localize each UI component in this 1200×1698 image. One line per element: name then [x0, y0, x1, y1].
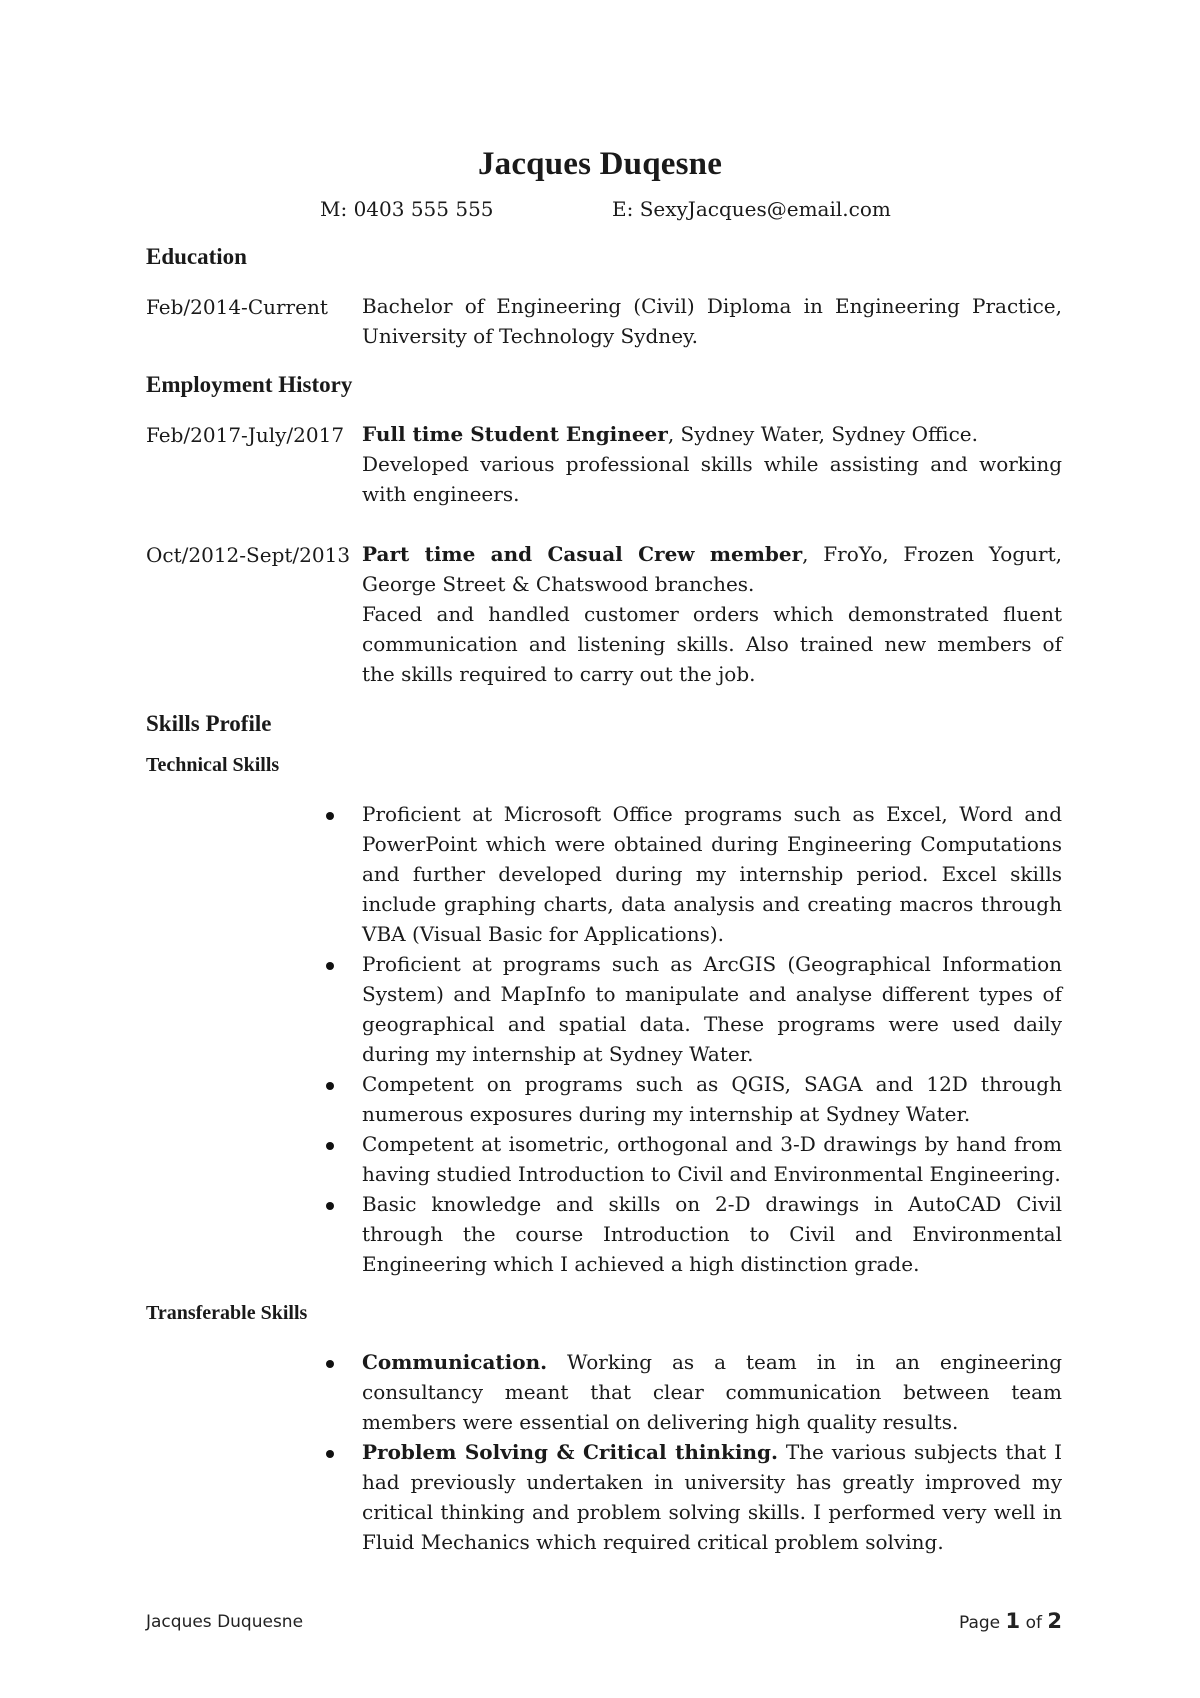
email-address: E: SexyJacques@email.com [612, 197, 891, 221]
list-item [322, 1347, 1062, 1437]
list-item [322, 1189, 1062, 1279]
skills-heading: Skills Profile [146, 711, 272, 736]
skill-text: Basic knowledge and skills on 2-D drawings in AutoCAD Civil through the course Introduction to Civil and Environmental Engineering which I achieved a high distinction grade. [362, 1192, 1062, 1276]
of-label: of [1025, 1613, 1042, 1633]
page-number [959, 1609, 1062, 1633]
skill-title: Problem Solving & Critical thinking. [362, 1440, 778, 1464]
technical-skills-list [322, 799, 1062, 1279]
job-description: Faced and handled customer orders which demonstrated fluent communication and listening skills. Also trained new members of the skills required to carry out the job. [362, 602, 1062, 686]
bullet-icon [326, 1202, 334, 1210]
bullet-icon [326, 1142, 334, 1150]
employment-title-line [362, 419, 1062, 449]
phone-number: M: 0403 555 555 [320, 197, 494, 221]
employment-heading: Employment History [146, 372, 353, 397]
skill-text: Working as a team in in an engineering consultancy meant that clear communication between team members were essential on delivering high quality results. [362, 1350, 1062, 1434]
total-pages: 2 [1047, 1609, 1062, 1633]
skill-text: Competent on programs such as QGIS, SAGA and 12D through numerous exposures during my internship at Sydney Water. [362, 1072, 1062, 1126]
skill-text: The various subjects that I had previously undertaken in university has greatly improved my critical thinking and problem solving skills. I performed very well in Fluid Mechanics which required critical problem solving. [362, 1440, 1062, 1554]
transferable-skills-list [322, 1347, 1062, 1557]
list-item [322, 1069, 1062, 1129]
candidate-name: Jacques Duqesne [477, 146, 723, 182]
employment-title-line [362, 539, 1062, 599]
page-label: Page [958, 1613, 1001, 1633]
bullet-icon [326, 812, 334, 820]
footer-author: Jacques Duquesne [146, 1612, 304, 1632]
list-item [322, 1437, 1062, 1557]
education-date: Feb/2014-Current [146, 295, 328, 319]
job-title: Full time Student Engineer [362, 422, 668, 446]
skill-text: Competent at isometric, orthogonal and 3-D drawings by hand from having studied Introduction to Civil and Environmental Engineering. [362, 1132, 1062, 1186]
employment-date: Feb/2017-July/2017 [146, 423, 345, 447]
employment-entry [362, 419, 1062, 509]
skill-text: Proficient at programs such as ArcGIS (Geographical Information System) and MapInfo to manipulate and analyse different types of geographical and spatial data. These programs were used daily during my internship at Sydney Water. [362, 952, 1062, 1066]
bullet-icon [326, 1450, 334, 1458]
list-item [322, 1129, 1062, 1189]
technical-skills-heading: Technical Skills [146, 754, 280, 776]
list-item [322, 799, 1062, 949]
employment-date: Oct/2012-Sept/2013 [146, 543, 351, 567]
current-page: 1 [1005, 1609, 1021, 1633]
education-description: Bachelor of Engineering (Civil) Diploma in Engineering Practice, University of Technology Sydney. [362, 294, 1062, 348]
skill-text: Proficient at Microsoft Office programs such as Excel, Word and PowerPoint which were obtained during Engineering Computations and further developed during my internship period. Excel skills include graphing charts, data analysis and creating macros through VBA (Visual Basic for Applications). [362, 802, 1062, 946]
bullet-icon [326, 962, 334, 970]
list-item [322, 949, 1062, 1069]
transferable-skills-heading: Transferable Skills [146, 1302, 308, 1324]
job-employer: , Sydney Water, Sydney Office. [667, 422, 978, 446]
skill-title: Communication. [362, 1350, 548, 1374]
employment-entry [362, 539, 1062, 689]
bullet-icon [326, 1082, 334, 1090]
job-employer: , FroYo, Frozen Yogurt, George Street & Chatswood branches. [362, 542, 1062, 596]
bullet-icon [326, 1360, 334, 1368]
education-heading: Education [146, 244, 247, 269]
job-title: Part time and Casual Crew member [362, 542, 803, 566]
job-description: Developed various professional skills while assisting and working with engineers. [362, 452, 1062, 506]
